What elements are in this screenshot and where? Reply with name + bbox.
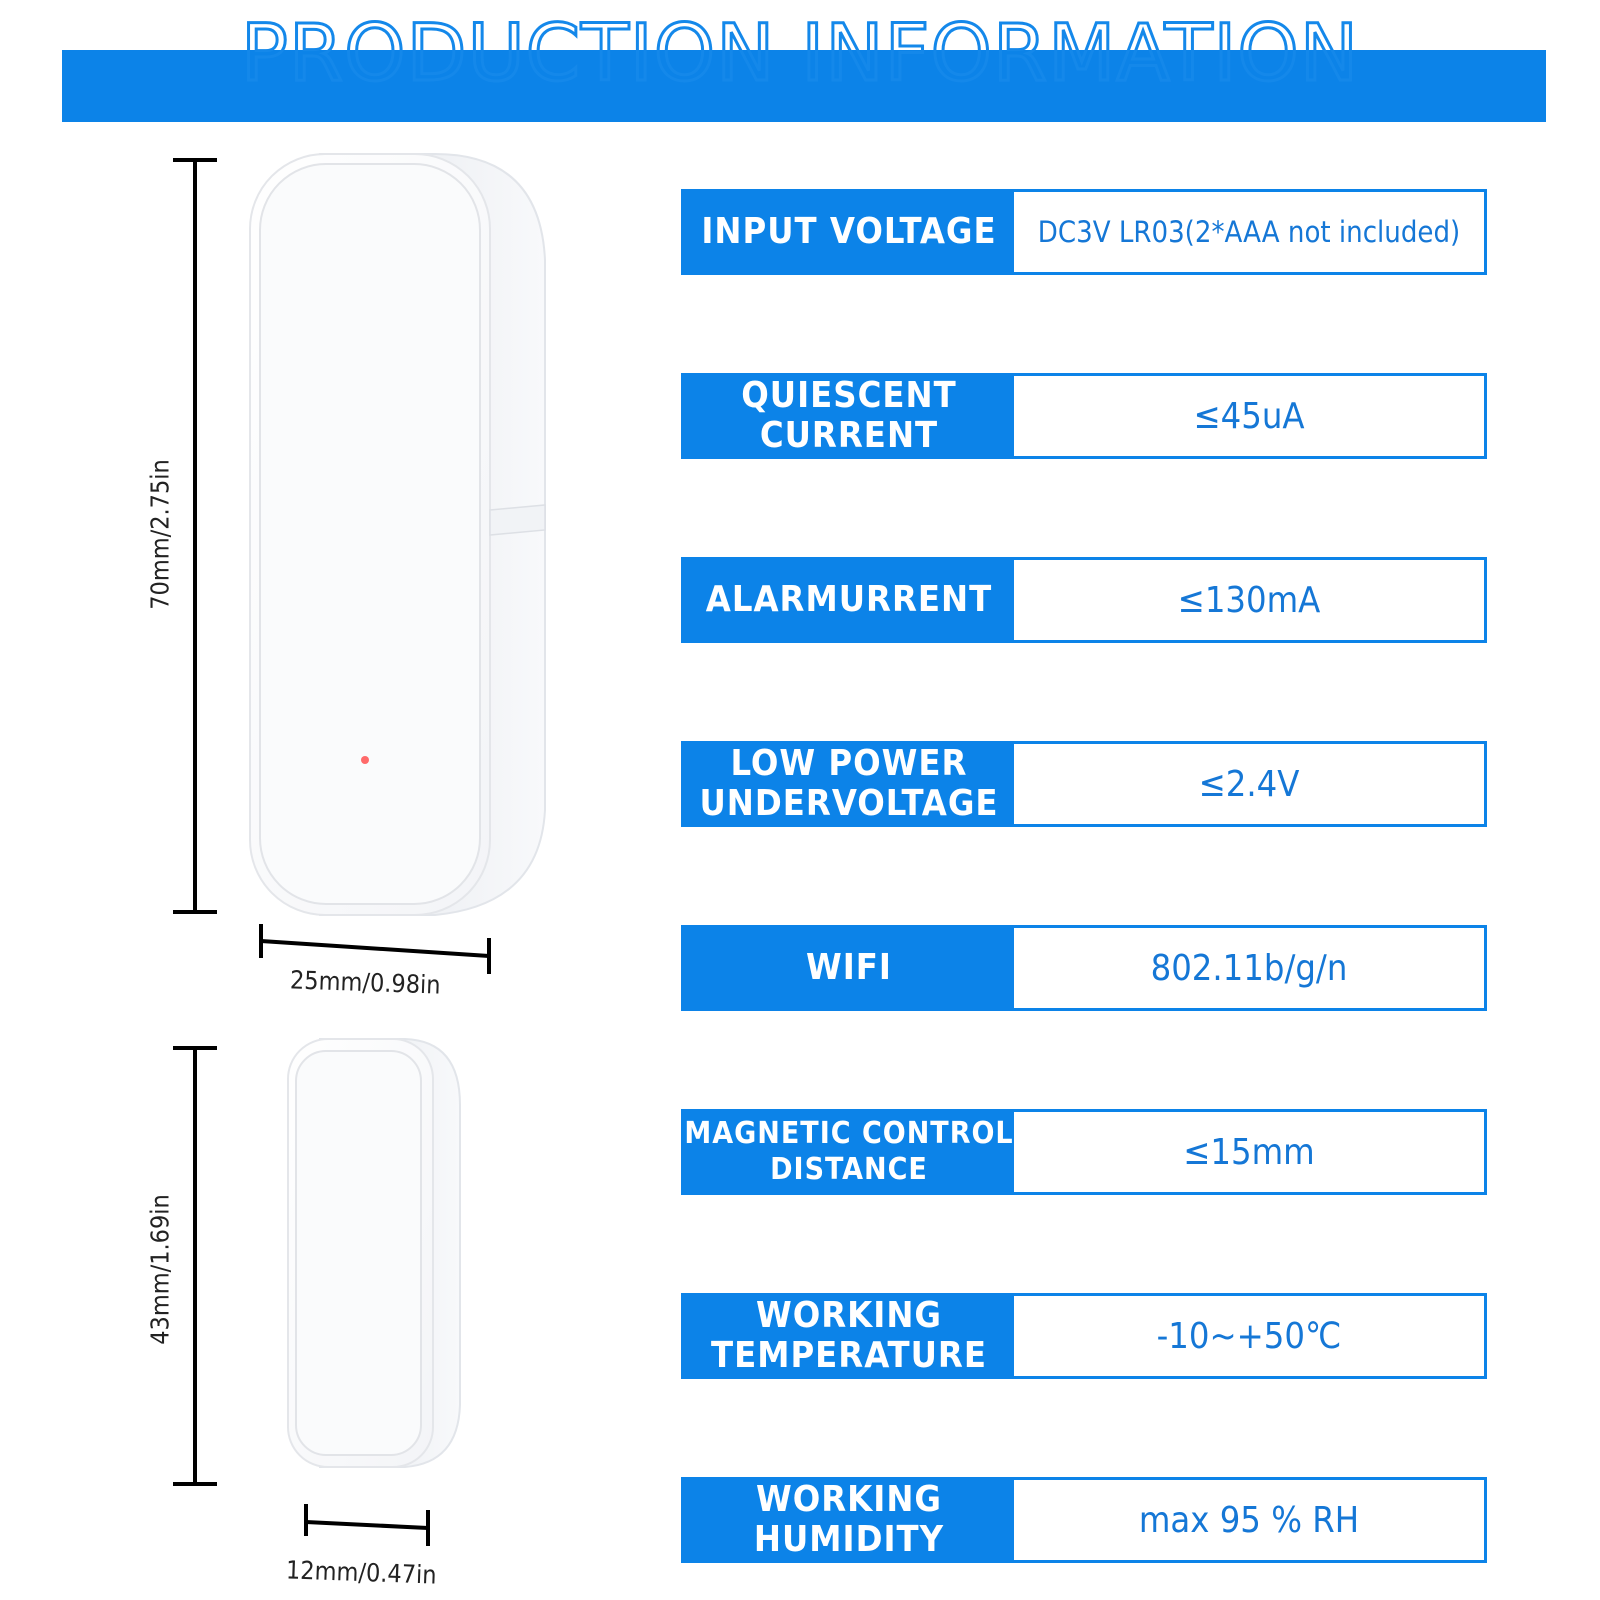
- spec-value: -10~+50℃: [1156, 1315, 1342, 1357]
- spec-label: WORKING TEMPERATURE: [684, 1296, 1014, 1376]
- spec-row-working-temperature: [681, 1293, 1487, 1379]
- spec-value: ≤15mm: [1183, 1131, 1315, 1173]
- spec-value: DC3V LR03(2*AAA not included): [1037, 215, 1461, 249]
- page-title: PRODUCTION INFORMATION: [240, 9, 1360, 99]
- spec-row-quiescent-current: [681, 373, 1487, 459]
- door-sensor-icon: [240, 150, 570, 920]
- sensor-width-label: 25mm/0.98in: [289, 965, 442, 1000]
- magnet-height-tick-top: [173, 1046, 217, 1050]
- spec-label: MAGNETIC CONTROL DISTANCE: [684, 1112, 1014, 1192]
- spec-row-magnetic-control-distance: [681, 1109, 1487, 1195]
- spec-label: WORKING HUMIDITY: [684, 1480, 1014, 1560]
- spec-value: ≤130mA: [1177, 579, 1321, 621]
- magnet-width-label: 12mm/0.47in: [285, 1555, 438, 1590]
- spec-value: ≤45uA: [1193, 395, 1305, 437]
- magnet-height-label: 43mm/1.69in: [145, 1194, 175, 1345]
- spec-row-alarm-current: [681, 557, 1487, 643]
- magnet-width-line: [300, 1500, 435, 1556]
- sensor-height-tick-bottom: [173, 910, 217, 914]
- magnet-icon: [280, 1035, 480, 1475]
- spec-label: QUIESCENT CURRENT: [684, 376, 1014, 456]
- magnet-height-tick-bottom: [173, 1482, 217, 1486]
- spec-row-working-humidity: [681, 1477, 1487, 1563]
- spec-label: ALARMURRENT: [684, 560, 1014, 640]
- sensor-height-line: [193, 158, 197, 914]
- spec-label: LOW POWER UNDERVOLTAGE: [684, 744, 1014, 824]
- spec-label: INPUT VOLTAGE: [684, 192, 1014, 272]
- spec-value: max 95 % RH: [1138, 1499, 1360, 1541]
- sensor-height-label: 70mm/2.75in: [145, 459, 175, 610]
- magnet-height-line: [193, 1046, 197, 1486]
- spec-row-input-voltage: [681, 189, 1487, 275]
- spec-value: 802.11b/g/n: [1150, 947, 1348, 989]
- spec-value: ≤2.4V: [1198, 763, 1300, 805]
- sensor-height-tick-top: [173, 158, 217, 162]
- spec-label: WIFI: [684, 928, 1014, 1008]
- spec-row-wifi: [681, 925, 1487, 1011]
- spec-row-low-power-undervoltage: [681, 741, 1487, 827]
